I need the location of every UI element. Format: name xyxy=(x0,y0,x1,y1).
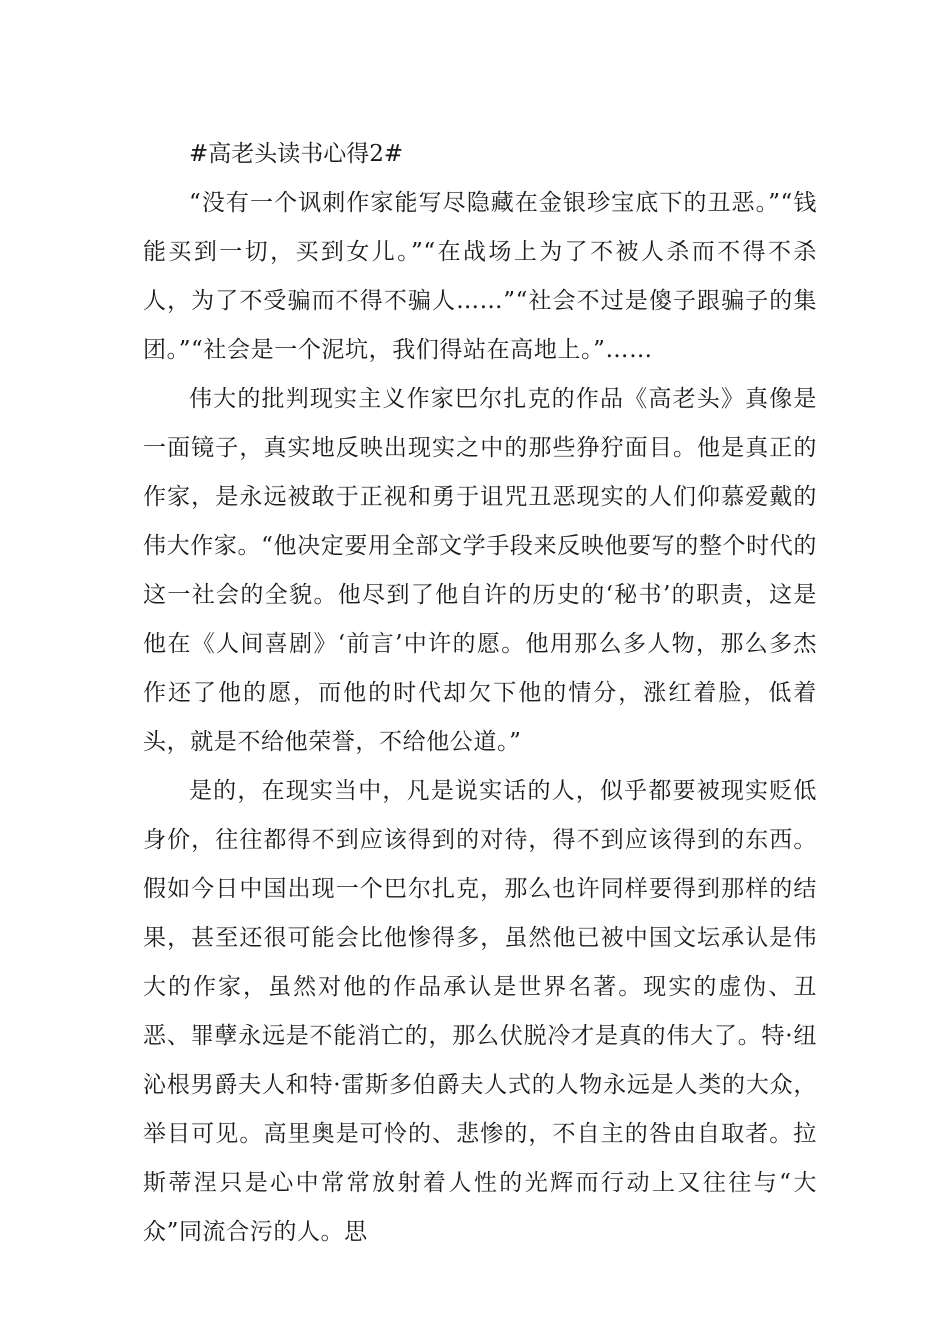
document-title: #高老头读书心得2# xyxy=(189,141,404,167)
paragraph-reality: 是的，在现实当中，凡是说实话的人，似乎都要被现实贬低身价，往往都得不到应该得到的对待，得不到应该得到的东西。假如今日中国出现一个巴尔扎克，那么也许同样要得到那样的结果，甚至还很可能会比他惨得多，虽然他已被中国文坛承认是伟大的作家，虽然对他的作品承认是世界名著。现实的虚伪、丑恶、罪孽永远是不能消亡的，那么伏脱冷才是真的伟大了。特·纽沁根男爵夫人和特·雷斯多伯爵夫人式的人物永远是人类的大众，举目可见。高里奥是可怜的、悲惨的，不自主的咎由自取者。拉斯蒂涅只是心中常常放射着人性的光辉而行动上又往往与“大众”同流合污的人。思 xyxy=(143,778,817,1245)
paragraph-quotes: “没有一个讽刺作家能写尽隐藏在金银珍宝底下的丑恶。”“钱能买到一切，买到女儿。”“在战场上为了不被人杀而不得不杀人，为了不受骗而不得不骗人……”“社会不过是傻子跟骗子的集团。”“社会是一个泥坑，我们得站在高地上。”…… xyxy=(143,190,817,363)
document-body xyxy=(143,130,817,1257)
paragraph-balzac: 伟大的批判现实主义作家巴尔扎克的作品《高老头》真像是一面镜子，真实地反映出现实之中的那些狰狞面目。他是真正的作家，是永远被敢于正视和勇于诅咒丑恶现实的人们仰慕爱戴的伟大作家。“他决定要用全部文学手段来反映他要写的整个时代的这一社会的全貌。他尽到了他自许的历史的‘秘书’的职责，这是他在《人间喜剧》‘前言’中许的愿。他用那么多人物，那么多杰作还了他的愿，而他的时代却欠下他的情分，涨红着脸，低着头，就是不给他荣誉，不给他公道。” xyxy=(143,386,817,755)
